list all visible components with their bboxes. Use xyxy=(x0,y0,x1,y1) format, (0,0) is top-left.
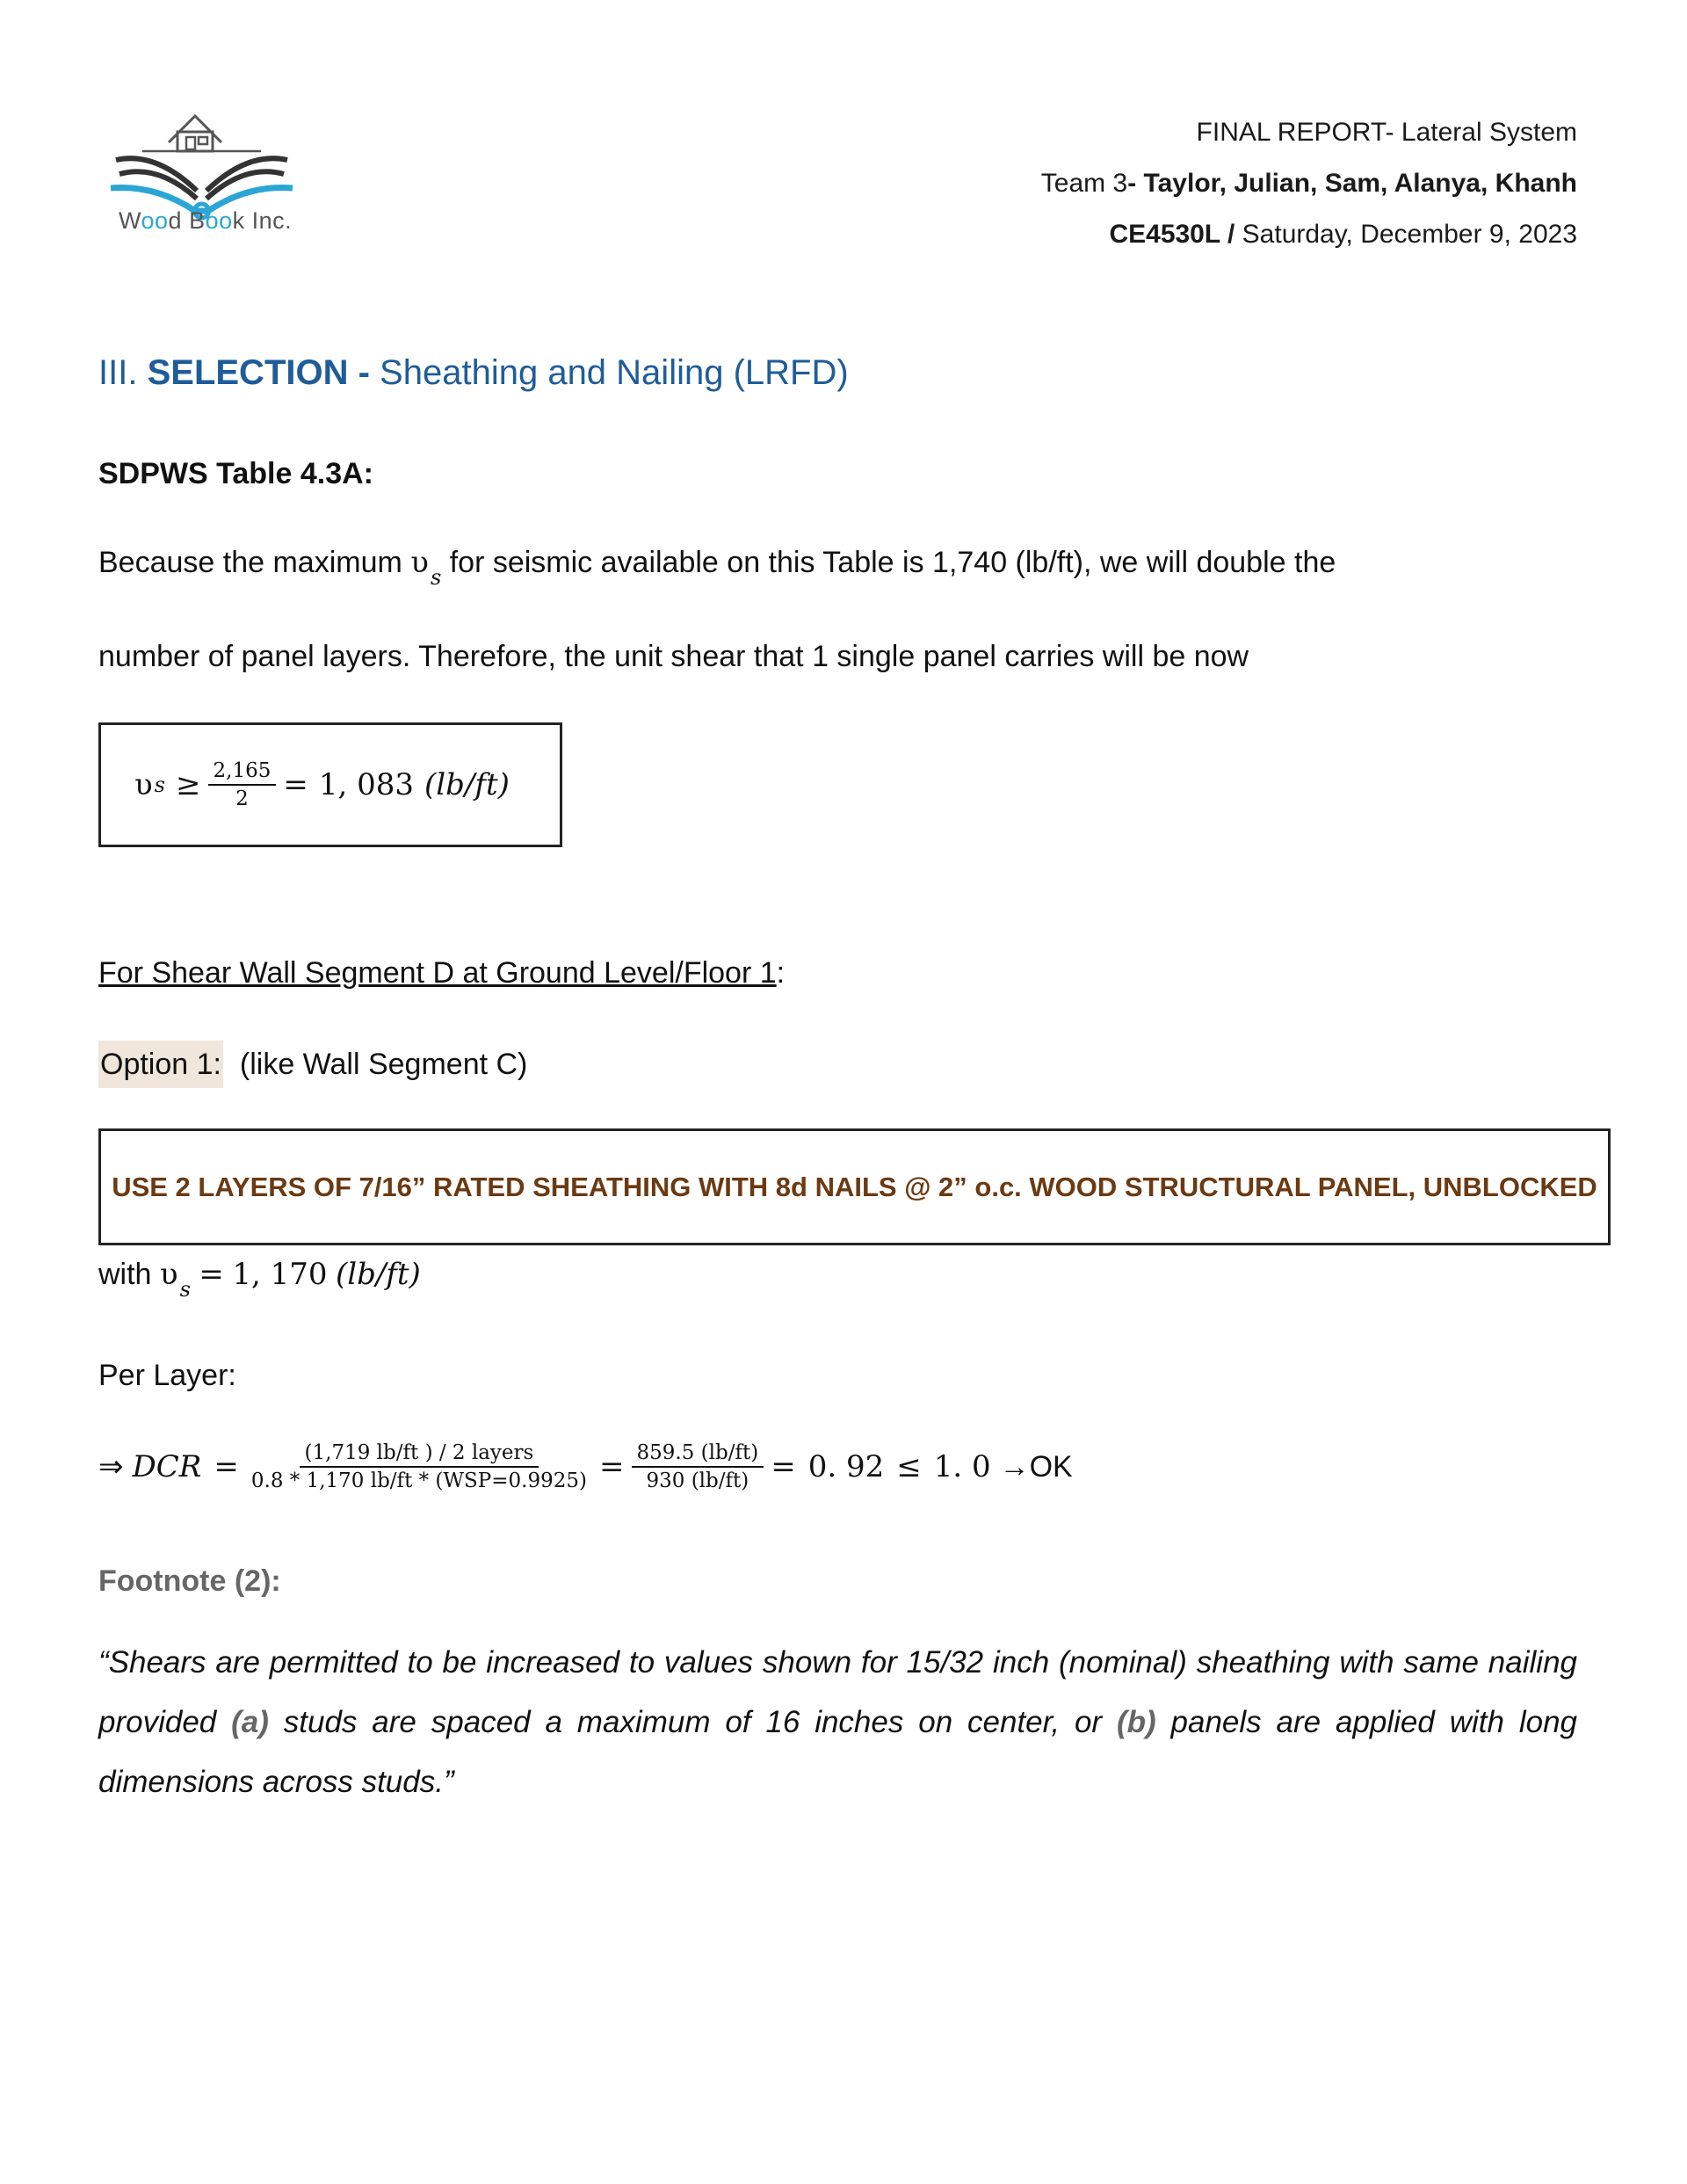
paragraph-line-2: number of panel layers. Therefore, the unit shear that 1 single panel carries will be now xyxy=(98,640,1249,673)
per-layer-label: Per Layer: xyxy=(98,1359,236,1392)
team-line: Team 3- Taylor, Julian, Sam, Alanya, Khanh xyxy=(1040,169,1577,198)
table-reference-heading: SDPWS Table 4.3A: xyxy=(98,457,373,490)
selection-result-box: USE 2 LAYERS OF 7/16” RATED SHEATHING WITH 8d NAILS @ 2” o.c. WOOD STRUCTURAL PANEL, UNBLOCKED xyxy=(98,1128,1611,1245)
segment-heading: For Shear Wall Segment D at Ground Level/Floor 1: xyxy=(98,956,786,990)
unit-shear-equation-box: υ s ≥ $\frac{2,165}{2}$ = 1, 083 (lb/ft) xyxy=(98,722,562,847)
option-label: Option 1: xyxy=(98,1041,223,1088)
section-heading: III. SELECTION - Sheathing and Nailing (LRFD) xyxy=(98,353,849,392)
report-title: FINAL REPORT- Lateral System xyxy=(1196,118,1577,147)
report-header xyxy=(1041,107,1577,260)
course-date-line: CE4530L / Saturday, December 9, 2023 xyxy=(1109,220,1577,249)
paragraph-line-1: Because the maximum $\upsilon_s$ for seismic available on this Table is 1,740 (lb/ft), we will double the xyxy=(98,545,1336,590)
footnote-title: Footnote (2): xyxy=(98,1564,281,1598)
with-unit-shear-line: with $\upsilon_s = 1$, 170 (lb/ft) xyxy=(98,1257,421,1302)
dcr-equation: ⇒ DCR = $\frac{\text{(1,719 lb/ft ) / 2 layers}}{\text{0.8 * 1,170 lb/ft * (WSP=0.9925)}}$ = $\frac{859.5 (lb/ft)}{930 (lb/ft)}$ = 0. 92 ≤ 1. 0 → OK xyxy=(98,1441,1073,1492)
unit-shear-fraction: $\frac{2,165}{2}$ xyxy=(208,758,277,812)
dcr-fraction-1: $\frac{\text{(1,719 lb/ft ) / 2 layers}}{\text{0.8 * 1,170 lb/ft * (WSP=0.9925)}}$ xyxy=(250,1441,588,1492)
dcr-fraction-2: $\frac{859.5 (lb/ft)}{930 (lb/ft)}$ xyxy=(632,1440,764,1494)
footnote-quote: “Shears are permitted to be increased to values shown for 15/32 inch (nominal) sheathing with same nailing provided (a) studs are spaced a maximum of 16 inches on center, or (b) panels are applied with long dimensions across studs.” xyxy=(98,1645,1577,1799)
logo-wordmark: Wood Book Inc. xyxy=(119,207,293,234)
option-line: Option 1: (like Wall Segment C) xyxy=(98,1048,527,1082)
